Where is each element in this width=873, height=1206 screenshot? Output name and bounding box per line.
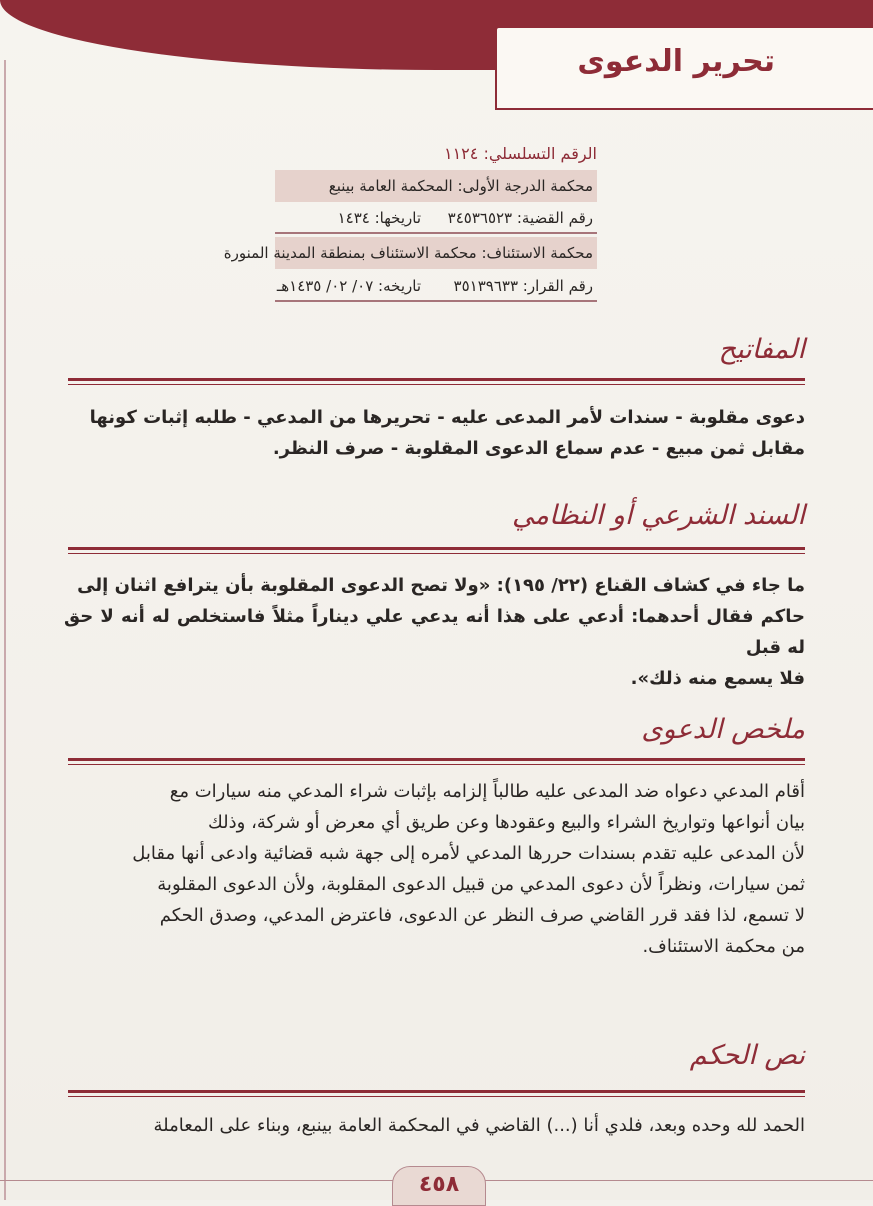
ruling-line: الحمد لله وحده وبعد، فلدي أنا (...) القاضي في المحكمة العامة بينبع، وبناء على المعاملة (153, 1115, 805, 1136)
summary-divider (68, 758, 805, 761)
first-court-row (275, 170, 597, 202)
first-court: محكمة الدرجة الأولى: المحكمة العامة بينبع (328, 177, 593, 195)
keys-text (64, 402, 805, 464)
basis-heading: السند الشرعي أو النظامي (512, 500, 805, 531)
appeal-court: محكمة الاستئناف: محكمة الاستئناف بمنطقة المدينة المنورة (223, 244, 593, 262)
summary-line: لا تسمع، لذا فقد قرر القاضي صرف النظر عن الدعوى، فاعترض المدعي، وصدق الحكم (159, 905, 805, 926)
appeal-court-row (223, 237, 597, 269)
case-date: تاريخها: ١٤٣٤ (337, 209, 421, 227)
case-number-row (275, 202, 597, 234)
keys-divider (68, 378, 805, 381)
basis-line: ما جاء في كشاف القناع (٢٢/ ١٩٥): «ولا تصح الدعوى المقلوبة بأن يترافع اثنان إلى (77, 575, 805, 596)
decision-row (275, 270, 597, 302)
summary-text (64, 776, 805, 962)
basis-line: حاكم فقال أحدهما: أدعي على هذا أنه يدعي علي ديناراً مثلاً فاستخلص له أنه لا حق له قبل (64, 606, 805, 658)
summary-line: بيان أنواعها وتواريخ الشراء والبيع وعقودها وعن طريق أي معرض أو شركة، وذلك (208, 812, 805, 833)
page-number: ٤٥٨ (392, 1166, 486, 1206)
ruling-text (64, 1110, 805, 1141)
basis-text (64, 570, 805, 694)
summary-line: أقام المدعي دعواه ضد المدعى عليه طالباً إلزامه بإثبات شراء المدعي منه سيارات مع (169, 781, 805, 802)
summary-line: ثمن سيارات، ونظراً لأن دعوى المدعي من قبيل الدعوى المقلوبة، ولأن الدعوى المقلوبة (157, 874, 805, 895)
ruling-divider (68, 1090, 805, 1093)
summary-line: لأن المدعى عليه تقدم بسندات حررها المدعي لأمره إلى جهة شبه قضائية وادعى أنها مقابل (132, 843, 805, 864)
basis-line: فلا يسمع منه ذلك». (630, 668, 805, 689)
basis-divider (68, 547, 805, 550)
keys-heading: المفاتيح (718, 334, 805, 365)
keys-line: مقابل ثمن مبيع - عدم سماع الدعوى المقلوبة - صرف النظر. (272, 438, 805, 459)
ruling-heading: نص الحكم (689, 1040, 805, 1071)
decision-date: تاريخه: ٠٧/ ٠٢/ ١٤٣٥هـ (276, 277, 421, 295)
case-number: رقم القضية: ٣٤٥٣٦٥٢٣ (447, 209, 593, 227)
keys-line: دعوى مقلوبة - سندات لأمر المدعى عليه - تحريرها من المدعي - طلبه إثبات كونها (89, 407, 805, 428)
left-border (4, 60, 6, 1200)
summary-line: من محكمة الاستئناف. (642, 936, 805, 957)
decision-number: رقم القرار: ٣٥١٣٩٦٣٣ (453, 277, 593, 295)
page-title: تحرير الدعوى (577, 44, 775, 79)
serial-number: الرقم التسلسلي: ١١٢٤ (443, 144, 597, 163)
summary-heading: ملخص الدعوى (641, 714, 805, 745)
